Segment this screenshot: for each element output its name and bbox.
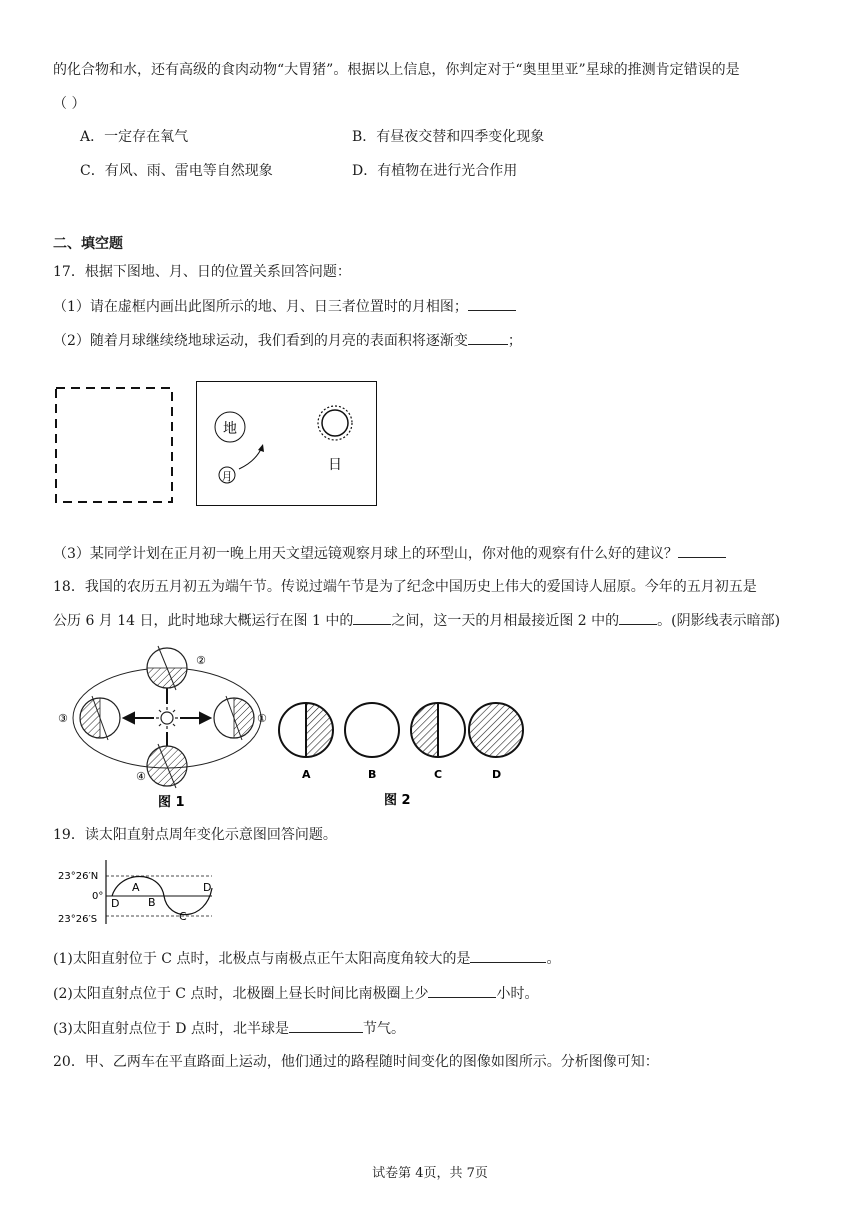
position-label-3: ③ (58, 712, 68, 725)
answer-blank[interactable] (468, 296, 516, 311)
answer-blank[interactable] (678, 543, 726, 558)
arrow-head (258, 444, 264, 452)
q16-answer-paren: （ ） (53, 96, 86, 112)
earth-moon-sun-figure (196, 381, 378, 507)
sun-icon (318, 406, 352, 440)
page-footer: 试卷第 4页，共 7页 (372, 1166, 488, 1181)
answer-blank[interactable] (470, 948, 546, 963)
phase-a (279, 703, 333, 757)
q16-stem-tail: 的化合物和水，还有高级的食肉动物“大胃猪”。根据以上信息，你判定对于“奥里里亚”星球的推测肯定错误的是 (53, 62, 740, 78)
earth-label: 地 (223, 421, 237, 437)
axis-label-equator: 0° (92, 891, 104, 902)
point-label-a: A (132, 881, 140, 894)
moon-phase-figure (274, 688, 526, 812)
phase-b (345, 703, 399, 757)
sun-icon (156, 707, 178, 729)
position-label-1: ① (257, 712, 267, 725)
phase-label-a: A (302, 768, 311, 781)
fig1-caption: 图 1 (158, 795, 185, 810)
q19-sub1: (1)太阳直射位于 C 点时，北极点与南极点正午太阳高度角较大的是 。 (53, 948, 560, 969)
answer-blank[interactable] (428, 983, 496, 998)
orbit-arrow (239, 447, 262, 469)
q18-line2: 公历 6 月 14 日，此时地球大概运行在图 1 中的 之间，这一天的月相最接近图 2 中的 。(阴影线表示暗部) (53, 610, 780, 631)
point-label-d-end: D (203, 881, 212, 894)
q16-option-c: C．有风、雨、雷电等自然现象 (80, 163, 273, 179)
q19-sub3: (3)太阳直射点位于 D 点时，北半球是 节气。 (53, 1018, 405, 1039)
section-title: 二、填空题 (53, 236, 123, 252)
earth-position-1 (214, 696, 254, 740)
earth-orbit-figure (52, 642, 282, 814)
q20-stem: 20．甲、乙两车在平直路面上运动，他们通过的路程随时间变化的图像如图所示。分析图像可知： (53, 1054, 659, 1070)
q16-option-a: A．一定存在氧气 (80, 129, 189, 145)
sun-label: 日 (328, 457, 342, 473)
q17-stem: 17．根据下图地、月、日的位置关系回答问题： (53, 264, 351, 280)
phase-label-c: C (434, 768, 443, 781)
earth-position-4 (147, 744, 187, 788)
earth-position-2 (147, 646, 187, 690)
axis-label-south: 23°26′S (58, 914, 98, 925)
position-label-4: ④ (136, 770, 146, 783)
q16-option-b: B．有昼夜交替和四季变化现象 (352, 129, 545, 145)
moon-label: 月 (221, 470, 233, 483)
solar-declination-figure (56, 858, 218, 928)
point-label-b: B (148, 896, 156, 909)
fig2-caption: 图 2 (384, 793, 411, 808)
earth-position-3 (80, 696, 120, 740)
q16-option-d: D．有植物在进行光合作用 (352, 163, 518, 179)
axis-label-north: 23°26′N (58, 871, 99, 882)
answer-blank[interactable] (619, 610, 657, 625)
q17-sub1: （1）请在虚框内画出此图所示的地、月、日三者位置时的月相图； (53, 296, 516, 317)
phase-label-b: B (368, 768, 377, 781)
q18-line1: 18．我国的农历五月初五为端午节。传说过端午节是为了纪念中国历史上伟大的爱国诗人屈原。今年的五月初五是 (53, 579, 757, 595)
phase-c (411, 703, 465, 757)
q19-sub2: (2)太阳直射点位于 C 点时，北极圈上昼长时间比南极圈上少 小时。 (53, 983, 538, 1004)
q17-sub2: （2）随着月球继续绕地球运动，我们看到的月亮的表面积将逐渐变 ； (53, 330, 522, 351)
point-label-d-start: D (111, 897, 120, 910)
q17-sub3: （3）某同学计划在正月初一晚上用天文望远镜观察月球上的环型山，你对他的观察有什么好的建议？ (53, 543, 726, 564)
position-label-2: ② (196, 654, 206, 667)
point-label-c: C (179, 910, 187, 923)
phase-label-d: D (492, 768, 502, 781)
dashed-drawing-box[interactable] (54, 386, 176, 506)
q19-stem: 19．读太阳直射点周年变化示意图回答问题。 (53, 827, 337, 843)
answer-blank[interactable] (289, 1018, 363, 1033)
answer-blank[interactable] (353, 610, 391, 625)
phase-d (469, 703, 523, 757)
answer-blank[interactable] (468, 330, 508, 345)
